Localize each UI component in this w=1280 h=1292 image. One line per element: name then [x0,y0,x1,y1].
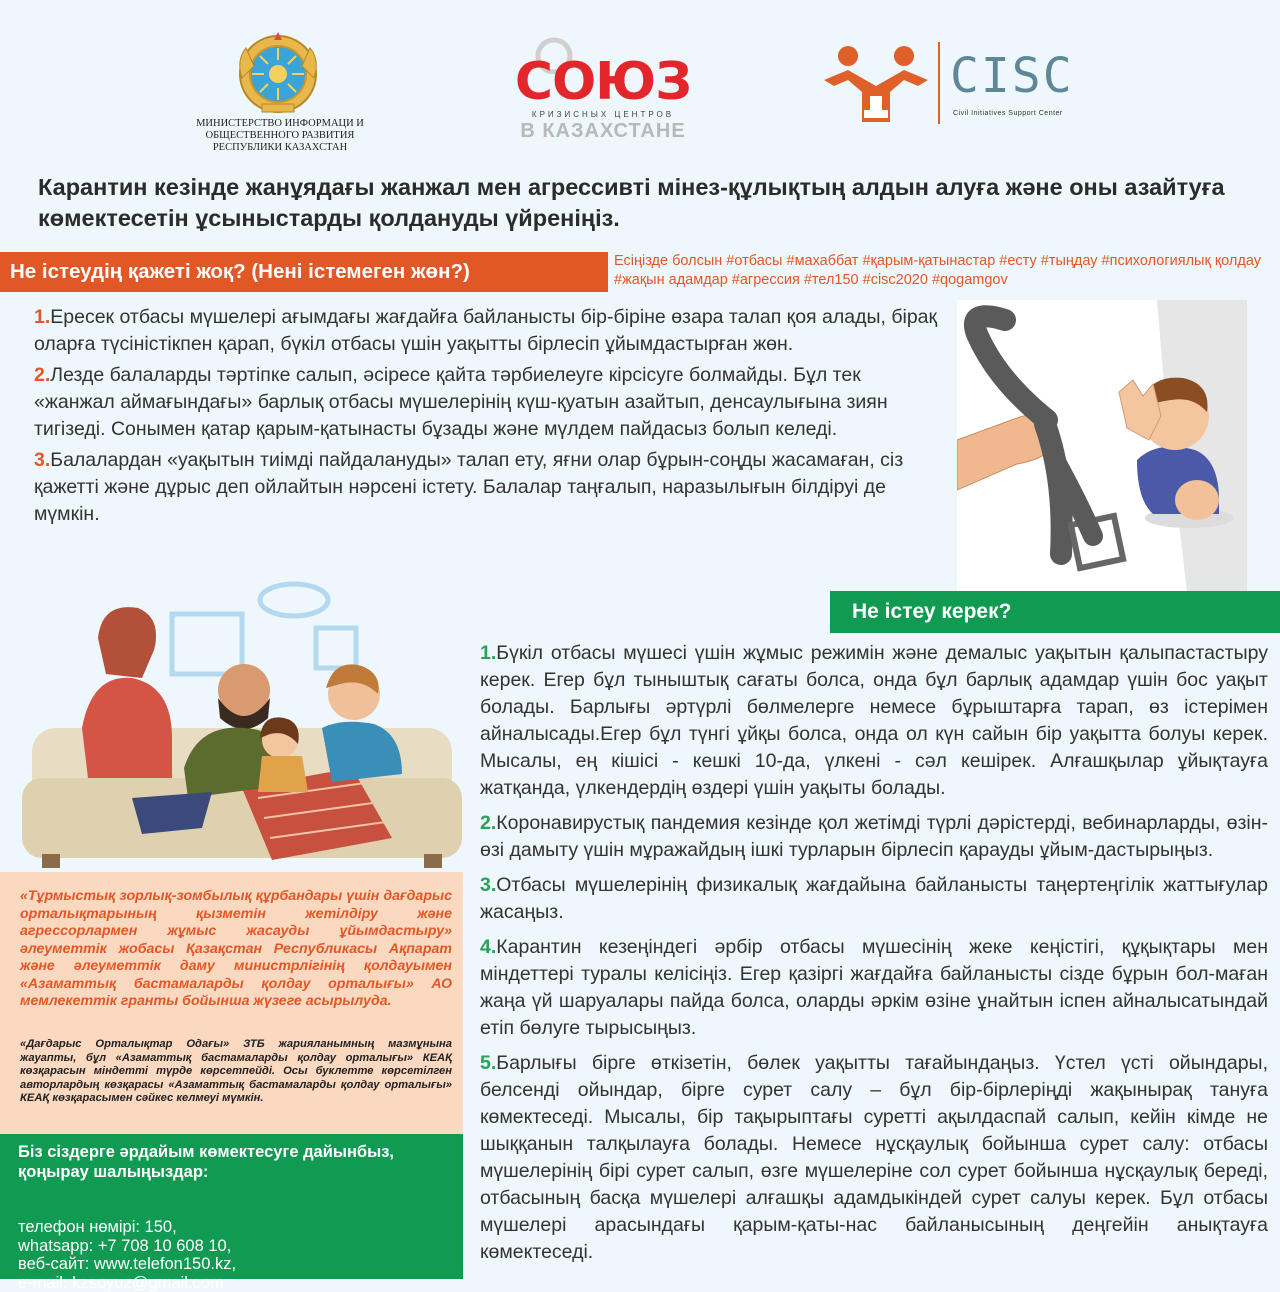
soyuz-region: В КАЗАХСТАНЕ [498,120,708,143]
item-number: 1. [480,642,496,664]
ministry-line: МИНИСТЕРСТВО ИНФОРМАЦИ И [170,118,390,130]
contact-whatsapp: whatsapp: +7 708 10 608 10, [18,1237,458,1256]
list-item [480,934,1268,1042]
item-number: 2. [480,812,496,834]
soyuz-title: СОЮЗ [498,52,708,112]
project-disclaimer: «Дағдарыс Орталықтар Одағы» ЗТБ жарияланымның мазмұнына жауапты, бұл «Азаматтық бастамаларды қолдау орталығы» КЕАҚ көзқарасын міндетті түрде көрсетпейді. Осы буклетте көрсетілген авторлардың көзқарасы «Азаматтық бастамаларды қолдау орталығы» КЕАҚ көзқарасымен сәйкес келмеуі мүмкін. [20,1038,452,1106]
contact-phone: телефон нөмірі: 150, [18,1218,458,1237]
list-item [480,1050,1268,1266]
list-item [34,304,944,358]
contact-heading: Біз сіздерге әрдайым көмектесуге дайынбыз, қоңырау шалыңыздар: [18,1142,458,1182]
soyuz-logo [498,34,708,146]
cisc-subtitle: Civil Initiatives Support Center [953,110,1063,117]
ministry-line: ОБЩЕСТВЕННОГО РАЗВИТИЯ [170,130,390,142]
ministry-line: РЕСПУБЛИКИ КАЗАХСТАН [170,142,390,154]
list-item [480,810,1268,864]
item-number: 5. [480,1052,496,1074]
item-text: Лезде балаларды тәртіпке салып, әсіресе қайта тәрбиелеуге кірсісуге болмайды. Бұл тек «жанжал аймағындағы» барлық отбасы мүшелерінің күш-қуатын азайтып, денсаулығына зиян тигізеді. Сонымен қатар қарым-қатынасты бұзады және мүлдем пайдасыз болып келеді. [34,364,888,440]
cisc-people-icon [820,42,932,124]
item-number: 3. [34,449,50,471]
do-section-bar [830,591,1280,633]
list-item [480,872,1268,926]
do-list [480,640,1268,1274]
cisc-divider [938,42,940,124]
dont-list [34,304,944,532]
dont-section-title: Не істеудің қажеті жоқ? (Нені істемеген жөн?) [10,252,470,292]
contact-email: e-mail: kzsoyuz@gmail.com [18,1274,458,1292]
item-number: 2. [34,364,50,386]
page-title: Карантин кезінде жанұядағы жанжал мен агрессивті мінез-құлықтың алдын алуға және оны азайтуға көмектесетін ұсыныстарды қолдануды үйреніңіз. [38,172,1248,234]
contact-details [18,1218,458,1292]
ministry-caption [170,118,390,154]
item-number: 3. [480,874,496,896]
item-text: Коронавирустық пандемия кезінде қол жетімді түрлі дәрістерді, вебинарларды, өзін-өзі дамыту үшін мұражайдың ішкі турларын бірлесіп қарауды ұйым-дастырыңыз. [480,812,1268,861]
do-section-title: Не істеу керек? [852,591,1011,633]
belt-illustration [957,300,1247,592]
project-description: «Тұрмыстық зорлық-зомбылық құрбандары үшін дағдарыс орталықтарының қызметін жетілдіру және агрессорлармен жұмыс жасауды ұйымдастыру» әлеуметтік жобасы Қазақстан Республикасы Ақпарат және әлеуметтік даму министрлігінің қолдауымен «Азаматтық бастамаларды қолдау орталығы» АО мемлекеттік гранты бойынша жүзеге асырылуда. [20,888,452,1011]
project-info-box [0,872,463,1134]
cisc-logo [820,40,1110,130]
item-text: Балалардан «уақытын тиімді пайдалануды» талап ету, яғни олар бұрын-соңды жасамаған, сіз қажетті және дұрыс деп ойлайтын нәрсені істету. Балалар таңғалып, наразылығын білдіруі де мүмкін. [34,449,903,525]
item-text: Карантин кезеңіндегі әрбір отбасы мүшесінің жеке кеңістігі, құқықтары мен міндеттері туралы келісіңіз. Егер қазіргі жағдайға байланысты сізде бұрын бол-маған жаңа үй шаруалары пайда болса, оларды әркім өзіне ұнайтын іспен айналысатындай етіп бөлуге тырысыңыз. [480,936,1268,1039]
cisc-title: CISC [950,48,1074,104]
list-item [34,447,944,528]
item-text: Бүкіл отбасы мүшесі үшін жұмыс режимін және демалыс уақытын қалыпастастыру керек. Егер бұл тыныштық сағаты болса, онда бұл барлық адамдар үшін бос уақыт болады. Барлығы әртүрлі бөлмелерге немесе бұрыштарға тарап, өз істерімен айналысады.Егер бұл түнгі ұйқы болса, онда ол күн сайын бір уақытта болуы керек. Мысалы, ең кішісі - кешкі 10-да, үлкені - сәл кешірек. Алғашқылар ұйықтауға жатқанда, үлкендердің өздері үшін уақыты болады. [480,642,1268,799]
item-number: 4. [480,936,496,958]
hashtags: Есіңізде болсын #отбасы #махаббат #қарым-қатынастар #есту #тыңдау #психологиялық қолдау #жақын адамдар #агрессия #тел150 #cisc2020 #qogamgov [614,252,1280,290]
item-number: 1. [34,306,50,328]
soyuz-subtitle: КРИЗИСНЫХ ЦЕНТРОВ [498,110,708,119]
family-illustration [22,578,462,870]
item-text: Отбасы мүшелерінің физикалық жағдайына байланысты таңертеңгілік жаттығулар жасаңыз. [480,874,1268,923]
kazakhstan-emblem-icon [232,30,324,116]
contact-website: веб-сайт: www.telefon150.kz, [18,1255,458,1274]
dont-section-bar [0,252,608,292]
item-text: Ересек отбасы мүшелері ағымдағы жағдайға байланысты бір-біріне өзара талап қоя алады, бірақ оларға түсіністікпен қарап, бүкіл отбасы үшін уақытты бірлесіп ұйымдастырған жөн. [34,306,937,355]
item-text: Барлығы бірге өткізетін, бөлек уақытты тағайындаңыз. Үстел үсті ойындары, белсенді ойындар, бірге сурет салу – бұл бір-бірлеріңді жақынырақ тануға көмектеседі. Мысалы, бір тақырыптағы суретті ақылдаспай салып, кейін кімде не шыққанын талқылауға болады. Немесе нұсқаулық бойынша сурет салу: отбасы мүшелерінің бірі сурет салып, өзге мүшелеріне сол сурет бойынша нұсқаулық береді, отбасының басқа мүшелері алғашқы адамдыкіндей сурет салуы керек. Бұл отбасы мүшелері арасындағы қарым-қаты-нас байланысының деңгейін анықтауға көмектеседі. [480,1052,1268,1263]
contact-box [0,1134,463,1279]
list-item [480,640,1268,802]
list-item [34,362,944,443]
